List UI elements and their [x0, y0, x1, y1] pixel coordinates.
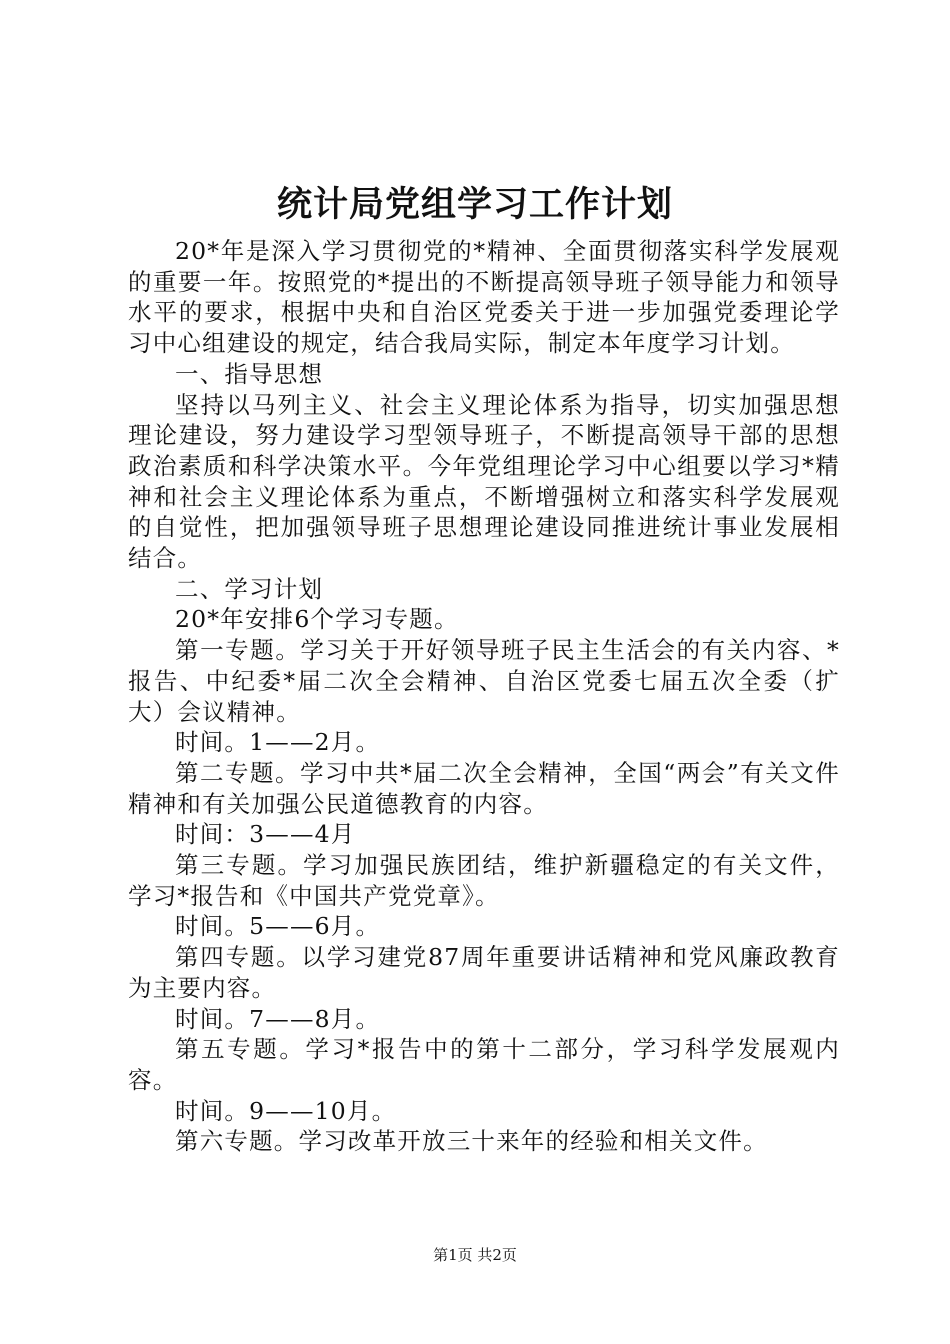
section-heading-guiding-thought: 一、指导思想: [175, 359, 324, 388]
paragraph-topic-1: 第一专题。学习关于开好领导班子民主生活会的有关内容、*报告、中纪委*届二次全会精神、自治区党委七届五次全委（扩大）会议精神。: [128, 636, 840, 726]
paragraph-guiding-thought: 坚持以马列主义、社会主义理论体系为指导，切实加强思想理论建设，努力建设学习型领导班子，不断提高领导干部的思想政治素质和科学决策水平。今年党组理论学习中心组要以学习*精神和社会主义理论体系为重点，不断增强树立和落实科学发展观的自觉性，把加强领导班子思想理论建设同推进统计事业发展相结合。: [128, 390, 840, 573]
document-body: [128, 236, 840, 1157]
page-number: 第1页 共2页: [433, 1246, 517, 1264]
paragraph-topic-2: 第二专题。学习中共*届二次全会精神，全国“两会”有关文件精神和有关加强公民道德教育的内容。: [128, 758, 840, 818]
paragraph-topic-5: 第五专题。学习*报告中的第十二部分，学习科学发展观内容。: [128, 1035, 840, 1094]
paragraph-intro: 20*年是深入学习贯彻党的*精神、全面贯彻落实科学发展观的重要一年。按照党的*提出的不断提高领导班子领导能力和领导水平的要求，根据中央和自治区党委关于进一步加强党委理论学习中心组建设的规定，结合我局实际，制定本年度学习计划。: [128, 237, 840, 358]
paragraph-topic-6: 第六专题。学习改革开放三十来年的经验和相关文件。: [175, 1127, 768, 1156]
paragraph-time-4: 时间。7——8月。: [175, 1004, 381, 1033]
paragraph-time-1: 时间。1——2月。: [175, 728, 381, 757]
section-heading-study-plan: 二、学习计划: [175, 574, 324, 603]
paragraph-plan-summary: 20*年安排6个学习专题。: [175, 605, 459, 634]
paragraph-topic-3: 第三专题。学习加强民族团结，维护新疆稳定的有关文件，学习*报告和《中国共产党党章》。: [128, 851, 840, 910]
paragraph-time-2: 时间：3——4月: [175, 820, 356, 849]
document-title: 统计局党组学习工作计划: [276, 184, 673, 225]
paragraph-time-3: 时间。5——6月。: [175, 912, 381, 941]
paragraph-topic-4: 第四专题。以学习建党87周年重要讲话精神和党风廉政教育为主要内容。: [128, 943, 840, 1002]
paragraph-time-5: 时间。9——10月。: [175, 1096, 397, 1125]
